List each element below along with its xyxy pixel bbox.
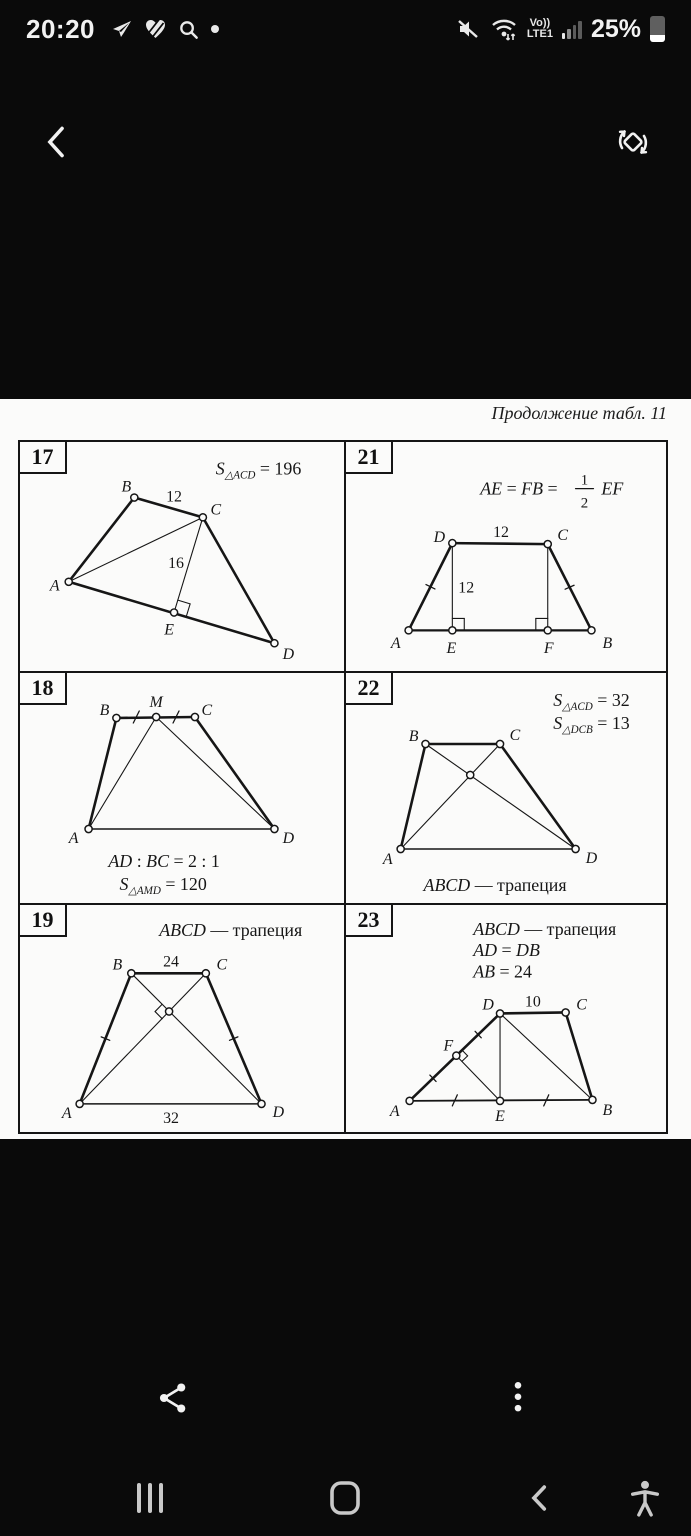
problem-number: 21 — [344, 440, 393, 474]
problems-table — [18, 440, 668, 1134]
health-heart-icon — [143, 17, 168, 41]
back-icon — [41, 123, 75, 161]
svg-text:S△DCB = 13: $S_{\triangle DCB} = 13$ — [553, 712, 630, 737]
figure-trapezoid-19 — [20, 905, 344, 1132]
svg-text:E: E — [446, 640, 457, 658]
svg-text:D: D — [282, 829, 295, 848]
svg-text:C: C — [576, 996, 587, 1014]
svg-text:12: 12 — [458, 579, 475, 597]
notification-dot-icon — [209, 23, 221, 35]
status-bar — [0, 0, 691, 58]
svg-text:B: B — [602, 635, 613, 653]
wifi-icon — [490, 17, 518, 42]
svg-text:S△ACD = 196: $S_{\triangle ACD} = 196$ — [215, 458, 302, 482]
problem-number: 17 — [18, 440, 67, 474]
svg-text:S△ACD = 32: $S_{\triangle ACD} = 32$ — [553, 689, 630, 714]
svg-text:A: A — [61, 1104, 72, 1122]
svg-text:AD : BC = 2 : 1: AD : BC = 2 : 1 — [108, 850, 220, 872]
svg-text:E: E — [495, 1107, 505, 1125]
nav-accessibility-button[interactable] — [619, 1472, 671, 1524]
recents-icon — [134, 1480, 166, 1516]
svg-text:D: D — [282, 646, 295, 664]
signal-bars-icon — [562, 19, 582, 39]
telegram-notification-icon — [110, 17, 134, 41]
svg-text:F: F — [543, 640, 554, 658]
svg-text:12: 12 — [166, 488, 182, 506]
svg-text:12: 12 — [493, 524, 509, 542]
problem-number: 22 — [344, 671, 393, 705]
share-icon — [155, 1380, 191, 1416]
svg-text:A: A — [68, 829, 79, 848]
svg-text:ABCD — трапеция: ABCD — трапеция — [473, 919, 617, 940]
svg-text:AD = DB: AD = DB — [473, 940, 540, 961]
problem-cell-21 — [346, 442, 666, 673]
nav-home-button[interactable] — [319, 1472, 371, 1524]
back-icon — [525, 1481, 555, 1515]
mute-icon — [455, 17, 481, 41]
more-options-button[interactable] — [496, 1376, 540, 1420]
svg-text:D: D — [272, 1103, 285, 1121]
table-caption: Продолжение табл. 11 — [491, 403, 667, 423]
svg-text:AE = FB =: AE = FB = — [480, 478, 558, 499]
svg-text:1: 1 — [580, 472, 589, 489]
svg-text:A: A — [382, 850, 393, 869]
more-vertical-icon — [503, 1379, 533, 1417]
nav-recents-button[interactable] — [124, 1472, 176, 1524]
problem-cell-19 — [20, 905, 346, 1132]
svg-text:16: 16 — [168, 554, 184, 572]
svg-text:D: D — [585, 849, 598, 868]
problem-cell-18 — [20, 673, 346, 905]
svg-text:S△AMD = 120: $S_{\triangle AMD} = 120$ — [119, 873, 207, 898]
network-type-label: Vo)) LTE1 — [526, 17, 553, 40]
search-notification-icon — [177, 18, 200, 41]
svg-text:A: A — [390, 635, 401, 653]
figure-quadrilateral-17 — [20, 442, 344, 671]
back-button[interactable] — [36, 120, 80, 164]
svg-text:F: F — [443, 1037, 454, 1055]
svg-text:D: D — [433, 529, 446, 547]
accessibility-icon — [626, 1478, 664, 1518]
svg-text:B: B — [602, 1101, 613, 1119]
svg-text:10: 10 — [524, 993, 541, 1011]
document-page — [0, 399, 691, 1139]
share-button[interactable] — [151, 1376, 195, 1420]
clock: 20:20 — [26, 13, 95, 44]
svg-text:E: E — [164, 621, 174, 639]
figure-trapezoid-23 — [346, 905, 666, 1132]
svg-text:M: M — [149, 693, 163, 712]
problem-cell-22 — [346, 673, 666, 905]
svg-text:ABCD — трапеция: ABCD — трапеция — [423, 874, 567, 896]
problem-cell-17 — [20, 442, 346, 673]
svg-text:B: B — [99, 701, 110, 720]
svg-text:A: A — [49, 577, 60, 595]
rotate-button[interactable] — [611, 120, 655, 164]
figure-trapezoid-21 — [346, 442, 666, 671]
svg-text:24: 24 — [163, 953, 180, 971]
svg-text:C: C — [201, 701, 213, 720]
svg-text:A: A — [389, 1102, 400, 1120]
svg-text:32: 32 — [163, 1109, 180, 1127]
nav-back-button[interactable] — [514, 1472, 566, 1524]
svg-text:B: B — [408, 727, 419, 746]
svg-text:2: 2 — [580, 495, 589, 512]
svg-text:B: B — [112, 956, 123, 974]
figure-trapezoid-22 — [346, 673, 666, 903]
svg-text:ABCD — трапеция: ABCD — трапеция — [159, 920, 303, 941]
svg-text:AB = 24: AB = 24 — [473, 961, 532, 982]
svg-text:EF: EF — [601, 478, 624, 499]
svg-text:C: C — [216, 956, 228, 974]
problem-cell-23 — [346, 905, 666, 1132]
svg-text:C: C — [557, 527, 568, 545]
svg-text:C: C — [509, 726, 521, 745]
svg-text:D: D — [482, 996, 494, 1014]
figure-trapezoid-18 — [20, 673, 344, 903]
home-icon — [328, 1479, 362, 1517]
rotate-icon — [612, 121, 654, 163]
battery-icon — [650, 16, 665, 42]
svg-text:C: C — [210, 501, 222, 519]
battery-percent-label: 25% — [590, 14, 641, 43]
svg-text:B: B — [121, 478, 132, 496]
problem-number: 23 — [344, 903, 393, 937]
problem-number: 19 — [18, 903, 67, 937]
problem-number: 18 — [18, 671, 67, 705]
